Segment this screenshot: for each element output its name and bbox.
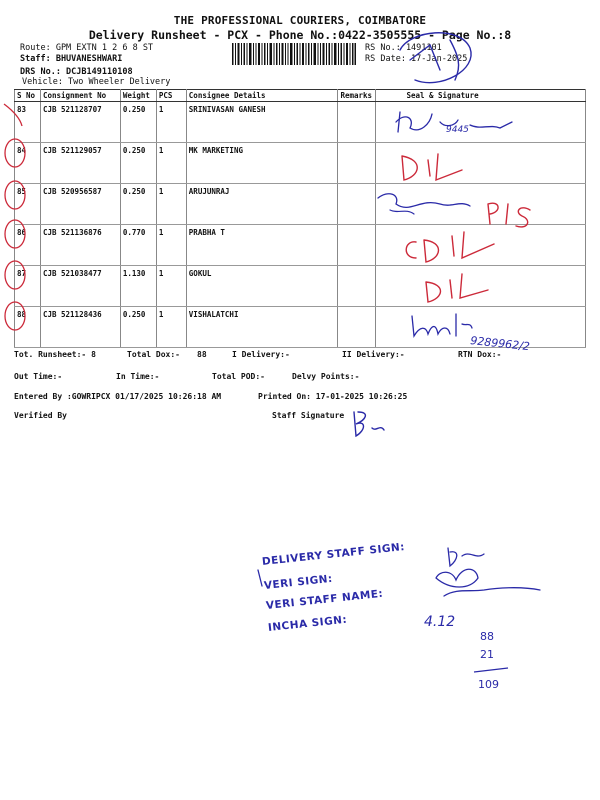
stamp-line-2: VERI SIGN: — [263, 572, 334, 592]
cell-sno: 83 — [15, 102, 41, 143]
table-row — [15, 307, 586, 348]
cell-sno: 84 — [15, 143, 41, 184]
col-header-sno: S No — [15, 90, 41, 102]
stamp-line-4: INCHA SIGN: — [267, 613, 348, 634]
barcode — [232, 43, 356, 65]
cell-consignee: PRABHA T — [186, 225, 338, 266]
cell-consignment: CJB 521136876 — [40, 225, 120, 266]
table-row — [15, 143, 586, 184]
route-label: Route: GPM EXTN 1 2 6 8 ST — [20, 43, 154, 53]
tally-line — [474, 668, 508, 672]
runsheet-table — [14, 89, 586, 348]
cell-consignee: VISHALATCHI — [186, 307, 338, 348]
in-time: In Time:- — [116, 372, 160, 381]
cell-sno: 88 — [15, 307, 41, 348]
cell-pcs: 1 — [156, 102, 186, 143]
col-header-consignment: Consignment No — [40, 90, 120, 102]
cell-remarks — [338, 102, 376, 143]
table-row — [15, 102, 586, 143]
verified-by: Verified By — [14, 411, 67, 420]
stamp-handwritten-value: 4.12 — [424, 614, 456, 630]
cell-consignee: SRINIVASAN GANESH — [186, 102, 338, 143]
cell-pcs: 1 — [156, 307, 186, 348]
cell-sno: 85 — [15, 184, 41, 225]
cell-consignment: CJB 521038477 — [40, 266, 120, 307]
cell-remarks — [338, 225, 376, 266]
handwritten-phone-row-88: 9289962/2 — [469, 334, 531, 354]
out-time: Out Time:- — [14, 372, 63, 381]
cell-sno: 86 — [15, 225, 41, 266]
staff-label: Staff: BHUVANESHWARI — [20, 54, 123, 64]
cell-signature — [376, 184, 586, 225]
total-pod: Total POD:- — [212, 372, 265, 381]
cell-consignment: CJB 521128707 — [40, 102, 120, 143]
cell-consignee: MK MARKETING — [186, 143, 338, 184]
staff-signature-mark — [354, 412, 384, 436]
col-header-weight: Weight — [120, 90, 156, 102]
handwritten-row-83: 9445 — [446, 125, 469, 135]
delvy-points: Delvy Points:- — [292, 372, 360, 381]
ii-delivery: II Delivery:- — [342, 350, 405, 359]
cell-weight: 0.250 — [120, 143, 156, 184]
cell-remarks — [338, 143, 376, 184]
tally-middle: 21 — [480, 648, 494, 661]
cell-weight: 0.250 — [120, 102, 156, 143]
i-delivery: I Delivery:- — [232, 350, 290, 359]
runsheet-title: Delivery Runsheet - PCX - Phone No.:0422-3505555 - Page No.:8 — [88, 28, 512, 42]
cell-weight: 0.250 — [120, 307, 156, 348]
cell-signature — [376, 307, 586, 348]
vehicle-label: Vehicle: Two Wheeler Delivery — [22, 77, 171, 87]
company-name: THE PROFESSIONAL COURIERS, COIMBATORE — [173, 14, 427, 27]
rtn-dox: RTN Dox:- — [458, 350, 502, 359]
cell-consignee: ARUJUNRAJ — [186, 184, 338, 225]
cell-pcs: 1 — [156, 225, 186, 266]
cell-pcs: 1 — [156, 143, 186, 184]
rs-date: RS Date: 17-Jan-2025 — [365, 54, 468, 64]
cell-weight: 0.770 — [120, 225, 156, 266]
cell-consignee: GOKUL — [186, 266, 338, 307]
staff-signature-label: Staff Signature — [272, 411, 345, 420]
col-header-pcs: PCS — [156, 90, 186, 102]
col-header-consignee: Consignee Details — [186, 90, 338, 102]
table-row — [15, 184, 586, 225]
table-header-row — [15, 90, 586, 102]
stamp-line-1: DELIVERY STAFF SIGN: — [261, 541, 406, 568]
table-row — [15, 225, 586, 266]
cell-pcs: 1 — [156, 266, 186, 307]
cell-sno: 87 — [15, 266, 41, 307]
cell-remarks — [338, 184, 376, 225]
cell-weight: 1.130 — [120, 266, 156, 307]
cell-consignment: CJB 520956587 — [40, 184, 120, 225]
cell-signature — [376, 143, 586, 184]
total-dox-label: Total Dox:- — [127, 350, 180, 359]
col-header-remarks: Remarks — [338, 90, 376, 102]
cell-signature — [376, 225, 586, 266]
cell-remarks — [338, 266, 376, 307]
cell-pcs: 1 — [156, 184, 186, 225]
drs-number: DRS No.: DCJB149110108 — [20, 67, 133, 77]
total-runsheet: Tot. Runsheet:- 8 — [14, 350, 96, 359]
tally-top: 88 — [480, 630, 494, 643]
cell-consignment: CJB 521128436 — [40, 307, 120, 348]
rs-number: RS No.: 1491101 — [365, 43, 442, 53]
cell-remarks — [338, 307, 376, 348]
entered-by: Entered By :GOWRIPCX 01/17/2025 10:26:18 AM — [14, 392, 222, 401]
tally-total: 109 — [478, 678, 499, 691]
printed-on: Printed On: 17-01-2025 10:26:25 — [258, 392, 408, 401]
total-dox-value: 88 — [197, 350, 207, 359]
cell-signature — [376, 266, 586, 307]
stamp-line-3: VERI STAFF NAME: — [265, 587, 384, 612]
cell-signature — [376, 102, 586, 143]
col-header-signature: Seal & Signature — [376, 90, 586, 102]
table-row — [15, 266, 586, 307]
cell-weight: 0.250 — [120, 184, 156, 225]
cell-consignment: CJB 521129057 — [40, 143, 120, 184]
